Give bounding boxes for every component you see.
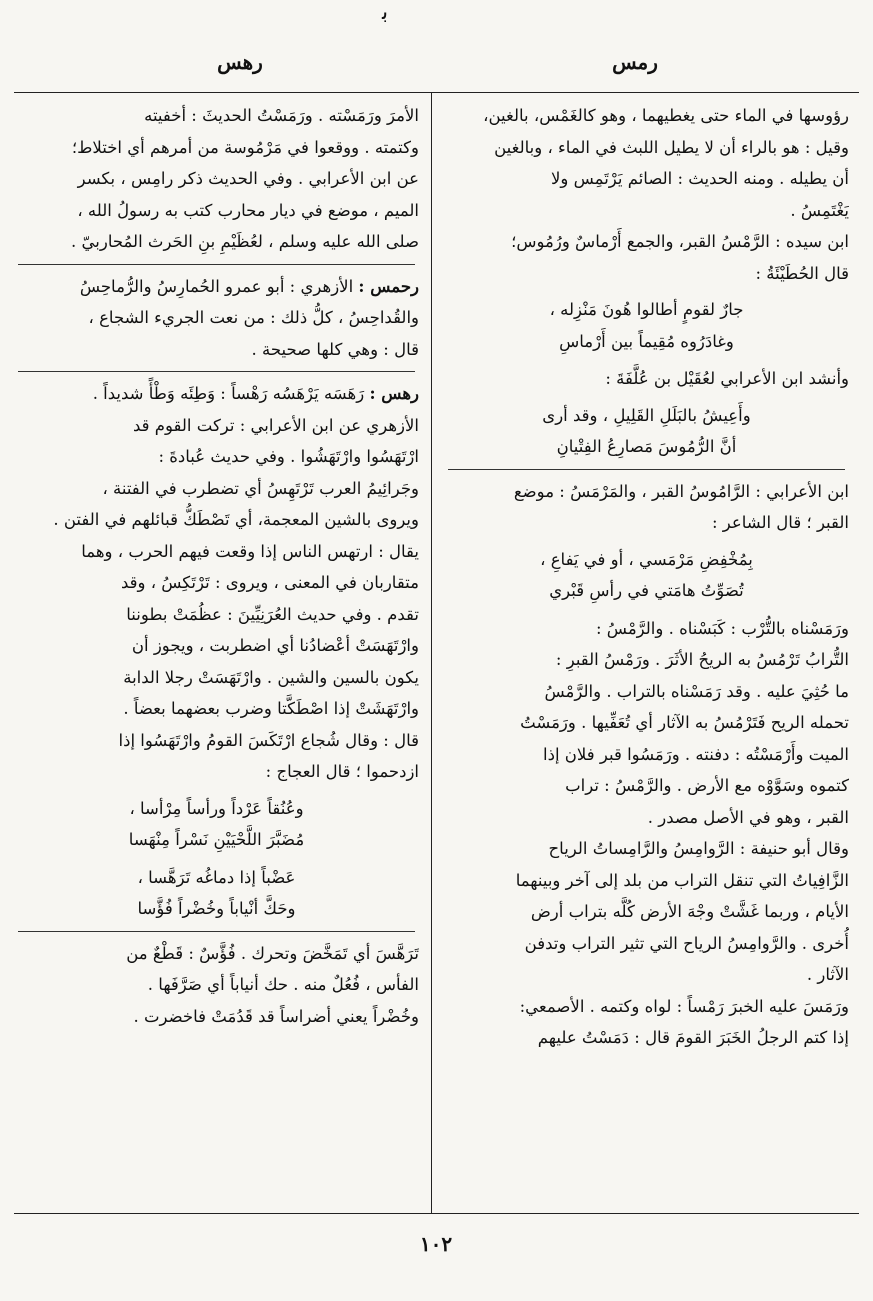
text-line: متقاربان في المعنى ، ويروى : تَرْتَكِسُ ، وقد [120,573,419,592]
text-line: والقُداحِسُ ، كلُّ ذلك : من نعت الجريء الشجاع ، [88,308,419,327]
text-line: الميم ، موضع في ديار محارب كتب به رسولُ الله ، [77,200,419,220]
text-line: ورَمَسْناه بالتُّرْب : كَبَسْناه . والرَّمْسُ : [595,618,849,638]
top-mark: ﺑ [382,0,389,25]
verse [444,544,849,607]
text-line: قال : وقال شُجاع ارْتَكَسَ القومُ وارْتَهَسُوا إذا [118,730,419,750]
verse-line: وعُنُقاً عَرْداً ورأساً مِرْأسا ، [129,798,304,818]
text-line: وقال أبو حنيفة : الرَّوامِسُ والرَّامِساتُ الرياح [548,839,849,858]
text-line: يقال : ارتهس الناس إذا وقعت فيهم الحرب ، وهما [81,541,419,561]
text-line: قال الحُطَيْئَةُ : [755,263,849,283]
verse [444,294,849,357]
text-line [14,378,419,410]
text-line: وجَرائِيمُ العرب تَرْتَهِسُ أي تضطرب في الفتنة ، [102,478,419,498]
entry-rhms [14,271,419,366]
verse-line: وأَعِيشُ بالبَلَلِ القَلِيلِ ، وقد أرى [542,405,751,425]
text-block [444,363,849,395]
text-line: وكتمته . ووقعوا في مَرْمُوسة من أمرهم أي اختلاط؛ [71,137,419,157]
text-line: الآثار . [806,965,849,984]
top-rule [14,92,859,93]
verse [14,793,419,856]
text-line: القبر ، وهو في الأصل مصدر . [647,807,849,827]
text-line: الميت وأَرْمَسْتُه : دفنته . ورَمَسُوا قبر فلان إذا [543,744,849,764]
bottom-rule [14,1213,859,1214]
text-line: يَغْتَمِسُ . [790,200,849,220]
text-line: تحمله الريح فَتَرْمُسُ به الآثار أي تُعَفِّيها . ورَمَسْتُ [520,713,849,732]
entry-headword: رهس : [369,384,419,403]
verse-line: تُصَوِّتُ هامَتي في رأسِ قَبْري [549,581,744,600]
verse-line: بِمُخْفِضِ مَرْمَسي ، أو في يَفاعِ ، [540,549,753,569]
verse-line: وغادَرُوه مُقِيماً بين أَرْماسِ [559,331,734,351]
text-line: ابن سيده : الرَّمْسُ القبر، والجمع أَرْماسٌ ورُمُوس؛ [511,232,849,251]
text-line: الأزهري : أبو عمرو الحُمارِسُ والرُّماحِسُ [79,276,354,296]
text-line: الزَّافِياتُ التي تنقل التراب من بلد إلى آخر وبينهما [515,870,849,890]
text-line: قال : وهي كلها صحيحة . [251,339,419,359]
text-line: إذا كتم الرجلُ الخَبَرَ القومَ قال : دَمَسْتُ عليهم [537,1028,849,1047]
text-block [14,100,419,258]
text-line: ويروى بالشين المعجمة، أي تَصْطَكُّ قبائلهم في الفتن . [53,510,419,529]
text-line: ما حُثِيَ عليه . وقد رَمَسْناه بالتراب . والرَّمْسُ [544,681,849,701]
text-block [444,100,849,289]
text-line: الأيام ، وربما غَشَّتْ وجْهَ الأرض كُلَّه بتراب أرض [530,902,849,921]
running-head-left: رهس [217,50,263,74]
text-line: تقدم . وفي حديث العُرَنِيِّينَ : عظُمَتْ بطوننا [126,604,419,624]
verse-line: عَضْباً إذا دماغُه تَرَهَّسا ، [137,867,296,887]
text-line: ازدحموا ؛ قال العجاج : [265,762,419,781]
entry-rahs [14,378,419,788]
text-line: وارْتَهَسَتْ أعْضادُنا أي اضطربت ، ويجوز أن [131,636,419,655]
text-block [444,613,849,1054]
text-line: أُخرى . والرَّوامِسُ الرياح التي تثير التراب وتدفن [524,933,849,953]
text-line: أن يطيله . ومنه الحديث : الصائم يَرْتَمِس ولا [551,169,849,188]
text-line [14,271,419,303]
verse-line: جارٌ لقومٍ أطالوا هُونَ مَنْزِله ، [549,300,744,319]
text-line: التُّرابُ تَرْمُسُ به الريحُ الأثَرَ . ورَمْسُ القبرِ : [555,650,849,669]
verse [444,400,849,463]
text-line: الأمرَ ورَمَسْته . ورَمَسْتُ الحديثَ : أخفيته [144,106,419,125]
text-line: وقيل : هو بالراء أن لا يطيل اللبث في الماء ، وبالغين [494,137,849,157]
left-column [14,100,419,1210]
page-number: ١٠٢ [419,1232,453,1256]
entry-headword: رحمس : [358,276,419,296]
text-line: ورَمَسَ عليه الخبرَ رَمْساً : لواه وكتمه . الأصمعي: [519,996,849,1016]
running-head-right: رمس [612,50,658,74]
text-line: القبر ؛ قال الشاعر : [711,513,849,532]
text-block [444,476,849,539]
text-line: ابن الأعرابي : الرَّامُوسُ القبر ، والمَرْمَسُ : موضع [513,481,849,501]
text-line: يكون بالسين والشين . وارْتَهَسَتْ رجلا الدابة [123,667,419,687]
section-divider [18,264,415,265]
section-divider [448,469,845,470]
section-divider [18,931,415,932]
verse-line: أنَّ الرُّمُوسَ مَصارِعُ الفِتْيانِ [556,437,737,456]
text-line: وارْتَهَشَتْ إذا اصْطَكَّتا وضرب بعضهما بعضاً . [123,699,419,718]
right-column [444,100,849,1210]
text-line: وأنشد ابن الأعرابي لعُقَيْل بن عُلَّفَةَ : [605,369,849,388]
verse-line: مُضَبَّرَ اللَّحْيَيْنِ نَسْراً مِنْهَسا [128,830,305,849]
text-line: رؤوسها في الماء حتى يغطيهما ، وهو كالغَمْس، بالغين، [483,106,849,125]
section-divider [18,371,415,372]
text-line: ارْتَهَسُوا وارْتَهَشُوا . وفي حديث عُبادةَ : [158,447,419,466]
verse-line: وحَكَّ أنْياباً وخُضْراً فُؤَّسا [137,899,296,918]
text-line: الأزهري عن ابن الأعرابي : تركت القوم قد [133,415,419,435]
text-block [14,938,419,1033]
verse [14,862,419,925]
text-line: تَرَهَّسَ أي تَمَخَّضَ وتحرك . فُؤَّسٌ : قَطْعٌ من [126,943,419,963]
column-separator [431,92,432,1213]
text-line: الفأس ، فُعُلٌ منه . حك أنياباً أي صَرَّفَها . [147,975,419,994]
text-line: كتموه وسَوَّوْه مع الأرض . والرَّمْسُ : تراب [565,776,849,795]
text-line: رَهَسَه يَرْهَسُه رَهْساً : وَطِئَه وَطْأً شديداً . [92,384,365,403]
text-line: وخُضْراً يعني أضراساً قد قَدُمَتْ فاخضرت . [133,1006,419,1026]
text-line: عن ابن الأعرابي . وفي الحديث ذكر رامِس ، بكسر [77,169,419,188]
text-line: صلى الله عليه وسلم ، لعُظَيْمِ بنِ الحَرث المُحاربيّ . [71,232,419,251]
